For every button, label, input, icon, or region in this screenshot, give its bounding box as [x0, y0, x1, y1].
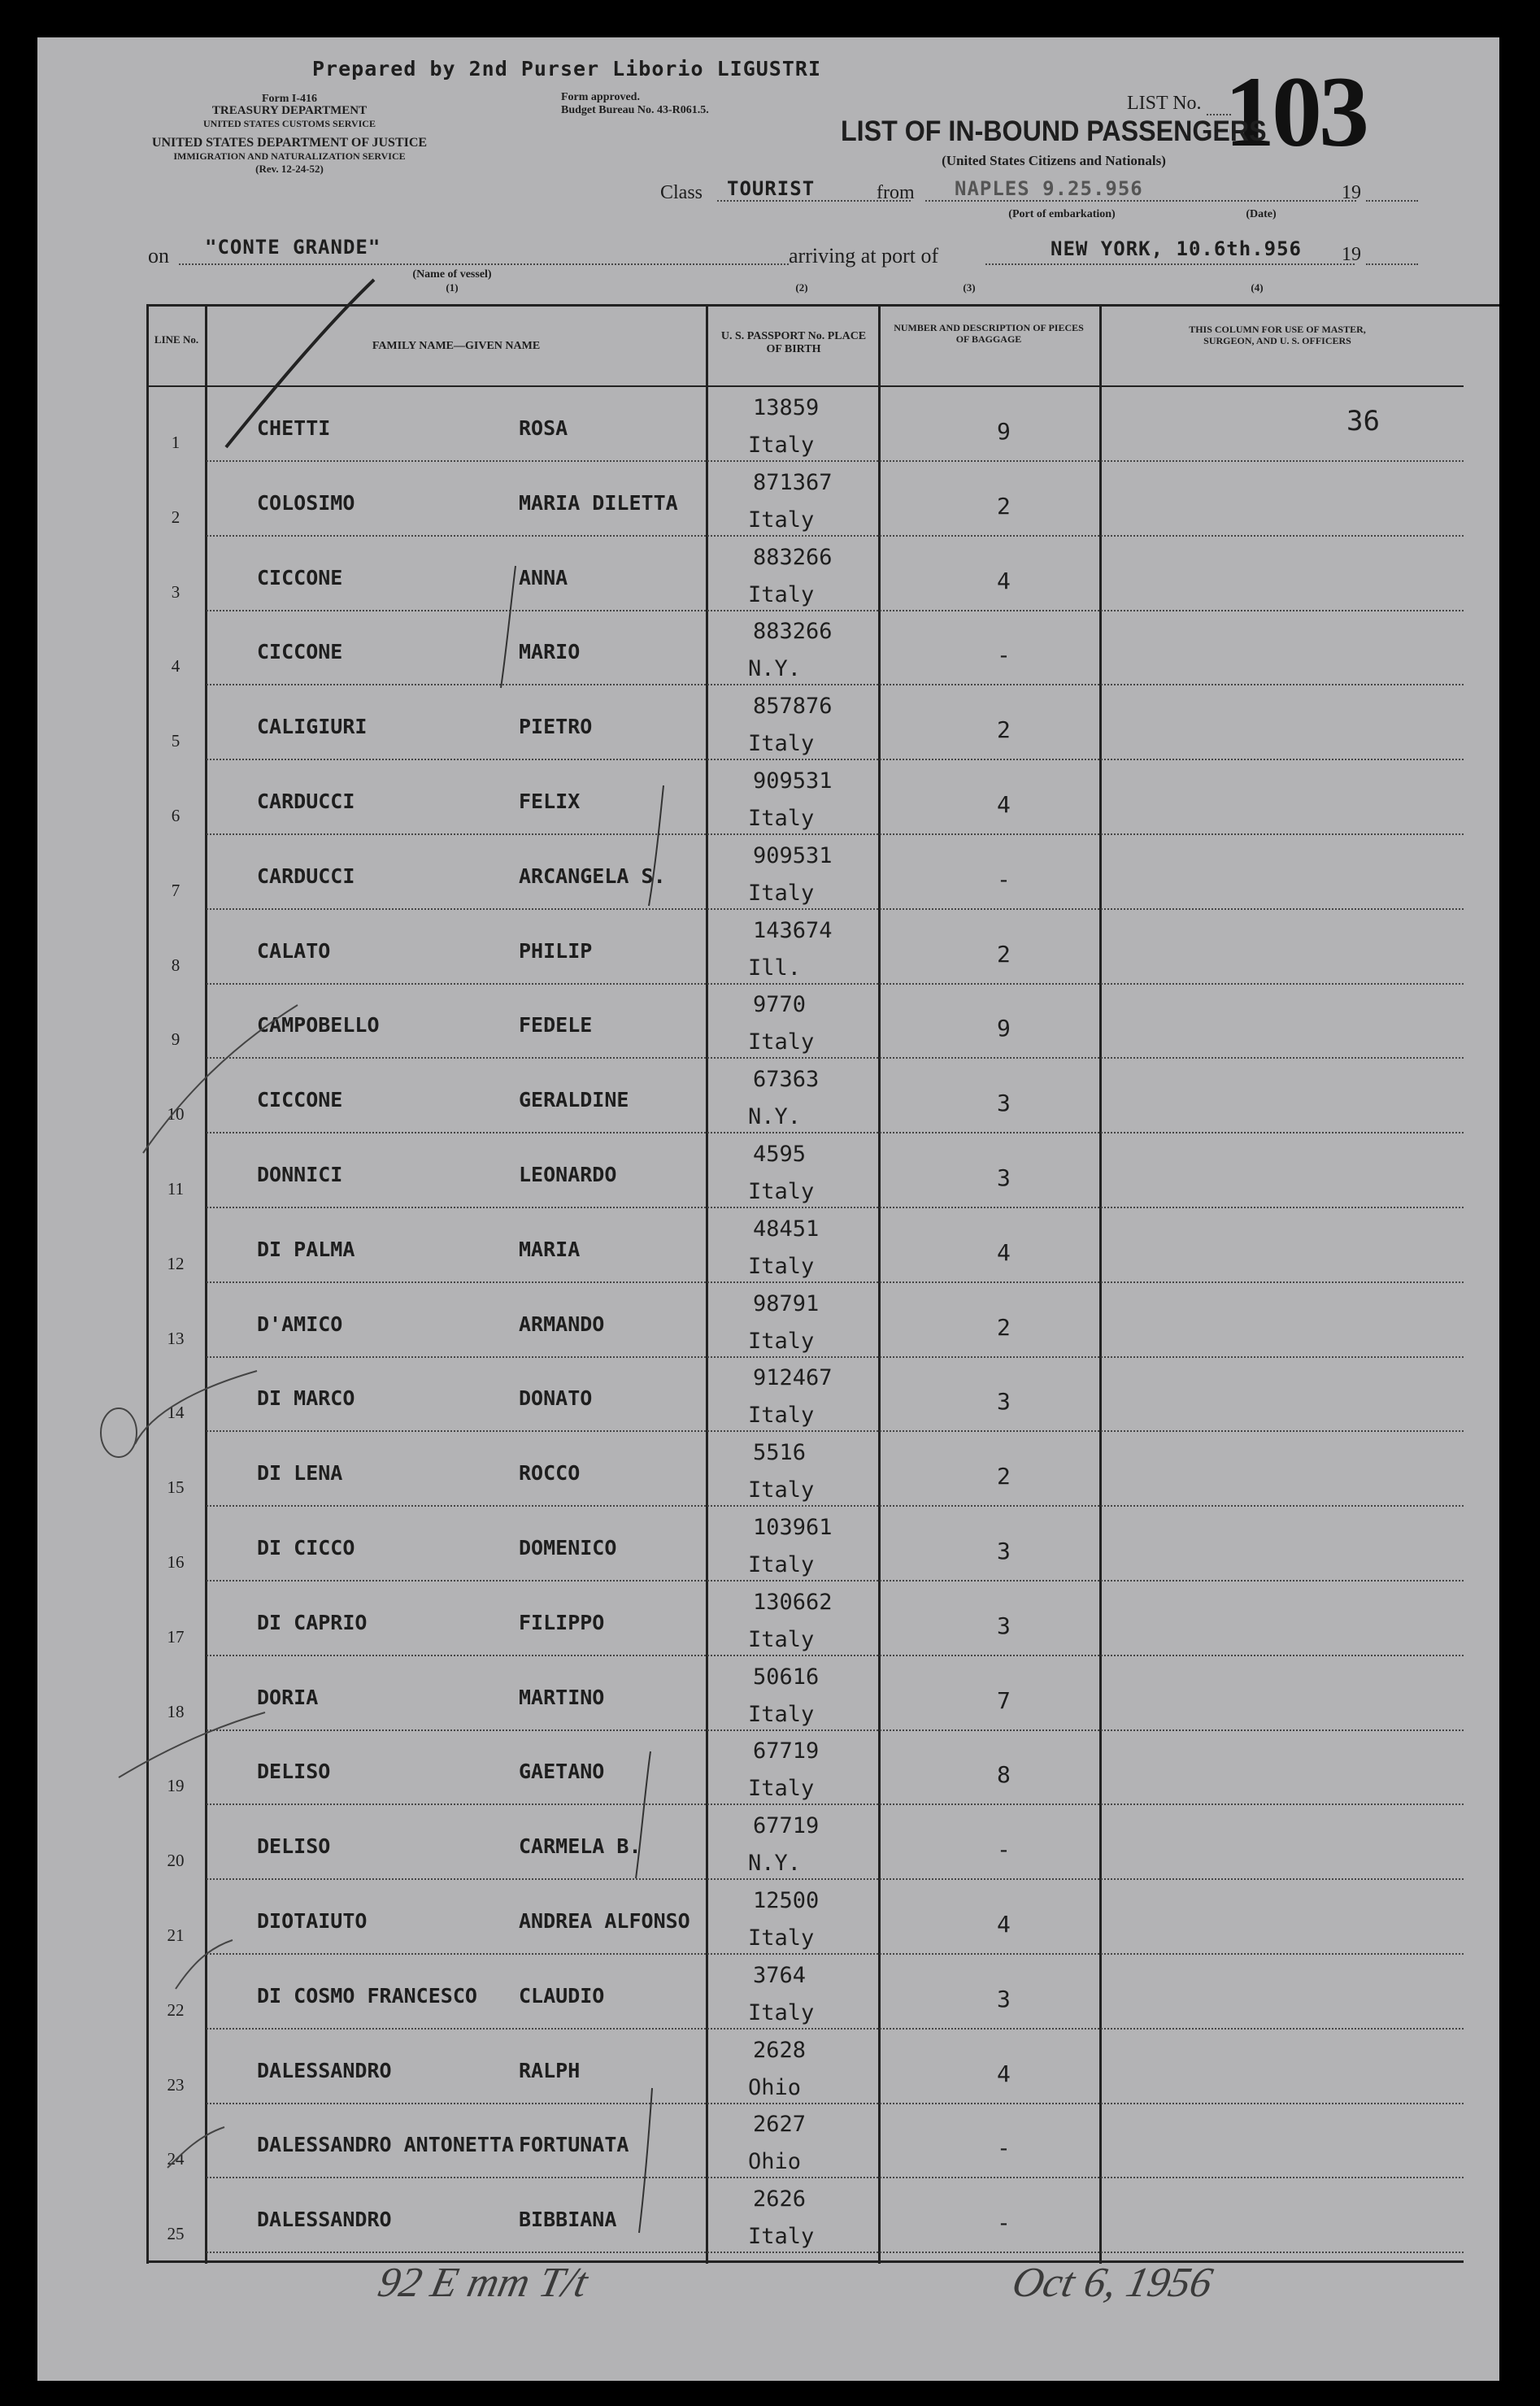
- form-number: Form I-416: [261, 93, 318, 105]
- class-value: TOURIST: [727, 177, 816, 200]
- passport-number: 98791: [753, 1291, 820, 1316]
- place-of-birth: Italy: [748, 1029, 815, 1055]
- baggage-count: 2: [997, 492, 1011, 520]
- given-name: CARMELA B.: [519, 1834, 642, 1858]
- year-label-2: 19: [1342, 244, 1361, 265]
- place-of-birth: Italy: [748, 432, 815, 458]
- passport-number: 9770: [753, 992, 807, 1017]
- place-of-birth: Italy: [748, 1477, 815, 1503]
- baggage-count: 4: [997, 1238, 1011, 1266]
- place-of-birth: Italy: [748, 1626, 815, 1652]
- vessel-caption: (Name of vessel): [412, 268, 492, 281]
- officer-note: 36: [1346, 404, 1380, 437]
- line-number: 11: [167, 1178, 185, 1199]
- place-of-birth: Ohio: [748, 2148, 802, 2174]
- given-name: DOMENICO: [519, 1535, 617, 1560]
- baggage-count: 4: [997, 567, 1011, 594]
- baggage-count: -: [997, 2134, 1011, 2161]
- arriving-label: arriving at port of: [789, 244, 939, 268]
- line-number: 24: [167, 2148, 185, 2169]
- on-label: on: [148, 244, 169, 268]
- passport-number: 13859: [753, 395, 820, 420]
- place-of-birth: Italy: [748, 1999, 815, 2025]
- baggage-count: 3: [997, 1537, 1011, 1564]
- passport-number: 2626: [753, 2186, 807, 2212]
- family-name: CICCONE: [257, 565, 343, 590]
- line-number: 21: [167, 1925, 185, 1945]
- given-name: BIBBIANA: [519, 2207, 617, 2231]
- handwritten-note: 92 E mm T/t: [373, 2260, 592, 2306]
- family-name: DELISO: [257, 1834, 331, 1858]
- col4-number: (4): [1251, 281, 1264, 294]
- family-name: CICCONE: [257, 1087, 343, 1112]
- baggage-count: -: [997, 2208, 1011, 2236]
- line-number: 5: [171, 730, 181, 751]
- budget-bureau: Budget Bureau No. 43-R061.5.: [561, 104, 709, 116]
- header-baggage: NUMBER AND DESCRIPTION OF PIECES OF BAGGAGE: [894, 322, 1084, 345]
- baggage-count: -: [997, 1835, 1011, 1863]
- line-number: 14: [167, 1402, 185, 1422]
- place-of-birth: Italy: [748, 2223, 815, 2249]
- baggage-count: 2: [997, 940, 1011, 968]
- given-name: MARIO: [519, 639, 581, 663]
- baggage-count: 3: [997, 1612, 1011, 1639]
- baggage-count: 7: [997, 1686, 1011, 1714]
- immigration-service: IMMIGRATION AND NATURALIZATION SERVICE: [173, 150, 406, 162]
- line-number: 8: [171, 955, 181, 975]
- family-name: DALESSANDRO: [257, 2058, 392, 2082]
- place-of-birth: Italy: [748, 1402, 815, 1428]
- given-name: GAETANO: [519, 1759, 605, 1783]
- place-of-birth: Italy: [748, 1775, 815, 1801]
- vessel-name: "CONTE GRANDE": [205, 236, 381, 259]
- passport-number: 883266: [753, 619, 833, 644]
- place-of-birth: Italy: [748, 1701, 815, 1727]
- given-name: MARIA: [519, 1237, 581, 1261]
- family-name: DI CAPRIO: [257, 1610, 368, 1634]
- justice-department: UNITED STATES DEPARTMENT OF JUSTICE: [151, 136, 428, 150]
- family-name: DELISO: [257, 1759, 331, 1783]
- given-name: FILIPPO: [519, 1610, 605, 1634]
- passport-number: 143674: [753, 918, 833, 943]
- form-approved: Form approved.: [561, 91, 640, 103]
- prepared-by: Prepared by 2nd Purser Liborio LIGUSTRI: [312, 57, 821, 80]
- line-number: 6: [171, 805, 181, 825]
- baggage-count: 3: [997, 1164, 1011, 1191]
- col3-number: (3): [963, 281, 976, 294]
- place-of-birth: N.Y.: [748, 1103, 802, 1129]
- family-name: CAMPOBELLO: [257, 1012, 380, 1037]
- passport-number: 5516: [753, 1440, 807, 1465]
- place-of-birth: Ill.: [748, 955, 802, 981]
- passport-number: 12500: [753, 1888, 820, 1913]
- header-name: FAMILY NAME—GIVEN NAME: [372, 340, 541, 352]
- passport-number: 103961: [753, 1515, 833, 1540]
- list-number: 103: [1225, 56, 1366, 168]
- from-value: NAPLES 9.25.956: [955, 177, 1143, 200]
- given-name: LEONARDO: [519, 1162, 617, 1186]
- list-subtitle: (United States Citizens and Nationals): [942, 153, 1166, 168]
- given-name: MARIA DILETTA: [519, 490, 678, 515]
- baggage-count: 9: [997, 417, 1011, 445]
- place-of-birth: Italy: [748, 730, 815, 756]
- revision-date: (Rev. 12-24-52): [255, 163, 324, 175]
- col2-number: (2): [795, 281, 808, 294]
- line-number: 23: [167, 2074, 185, 2095]
- line-number: 17: [167, 1626, 185, 1647]
- line-number: 12: [167, 1253, 185, 1273]
- line-number: 13: [167, 1328, 185, 1348]
- header-passport: U. S. PASSPORT No. PLACE OF BIRTH: [720, 330, 867, 355]
- baggage-count: 9: [997, 1014, 1011, 1042]
- passport-number: 50616: [753, 1664, 820, 1690]
- place-of-birth: N.Y.: [748, 1850, 802, 1876]
- line-number: 9: [171, 1029, 181, 1049]
- family-name: CARDUCCI: [257, 864, 355, 888]
- family-name: CHETTI: [257, 416, 331, 440]
- list-title: LIST OF IN-BOUND PASSENGERS: [841, 115, 1267, 147]
- family-name: DI LENA: [257, 1460, 343, 1485]
- handwritten-date: Oct 6, 1956: [1007, 2260, 1217, 2306]
- given-name: ANDREA ALFONSO: [519, 1908, 690, 1933]
- line-number: 10: [167, 1103, 185, 1124]
- baggage-count: 3: [997, 1387, 1011, 1415]
- given-name: ARCANGELA S.: [519, 864, 666, 888]
- passport-number: 2628: [753, 2038, 807, 2063]
- family-name: D'AMICO: [257, 1312, 343, 1336]
- line-number: 16: [167, 1551, 185, 1572]
- given-name: GERALDINE: [519, 1087, 629, 1112]
- passport-number: 2627: [753, 2112, 807, 2137]
- baggage-count: 4: [997, 1910, 1011, 1938]
- baggage-count: 3: [997, 1089, 1011, 1116]
- given-name: FELIX: [519, 789, 581, 813]
- given-name: FEDELE: [519, 1012, 593, 1037]
- given-name: FORTUNATA: [519, 2132, 629, 2156]
- document-page: [37, 37, 1499, 2381]
- treasury-department: TREASURY DEPARTMENT: [211, 104, 368, 117]
- line-number: 1: [171, 432, 181, 452]
- place-of-birth: Italy: [748, 805, 815, 831]
- family-name: COLOSIMO: [257, 490, 355, 515]
- place-of-birth: Italy: [748, 507, 815, 533]
- baggage-count: 8: [997, 1760, 1011, 1788]
- given-name: ARMANDO: [519, 1312, 605, 1336]
- given-name: ROSA: [519, 416, 568, 440]
- line-number: 18: [167, 1701, 185, 1721]
- family-name: DORIA: [257, 1685, 319, 1709]
- given-name: DONATO: [519, 1386, 593, 1410]
- baggage-count: 2: [997, 716, 1011, 743]
- place-of-birth: Italy: [748, 1551, 815, 1577]
- place-of-birth: Italy: [748, 1178, 815, 1204]
- passport-number: 48451: [753, 1216, 820, 1242]
- passport-number: 883266: [753, 545, 833, 570]
- line-number: 2: [171, 507, 181, 527]
- passport-number: 130662: [753, 1590, 833, 1615]
- passport-number: 909531: [753, 843, 833, 868]
- header-line-no: LINE No.: [154, 333, 199, 346]
- place-of-birth: Italy: [748, 581, 815, 607]
- given-name: ANNA: [519, 565, 568, 590]
- arrival-value: NEW YORK, 10.6th.956: [1051, 237, 1302, 260]
- baggage-count: 4: [997, 2060, 1011, 2087]
- line-number: 7: [171, 880, 181, 900]
- place-of-birth: Italy: [748, 1253, 815, 1279]
- year-label-1: 19: [1342, 182, 1361, 203]
- family-name: DI MARCO: [257, 1386, 355, 1410]
- date-caption: (Date): [1246, 208, 1277, 220]
- passport-number: 912467: [753, 1365, 833, 1390]
- baggage-count: 2: [997, 1313, 1011, 1341]
- header-officers: THIS COLUMN FOR USE OF MASTER, SURGEON, AND U. S. OFFICERS: [1189, 324, 1366, 346]
- baggage-count: 4: [997, 790, 1011, 818]
- family-name: CALATO: [257, 938, 331, 963]
- class-label: Class: [660, 182, 703, 203]
- family-name: DALESSANDRO: [257, 2207, 392, 2231]
- passport-number: 857876: [753, 694, 833, 719]
- passport-number: 3764: [753, 1963, 807, 1988]
- place-of-birth: Ohio: [748, 2074, 802, 2100]
- family-name: CARDUCCI: [257, 789, 355, 813]
- list-no-label: LIST No.: [1127, 93, 1202, 114]
- line-number: 20: [167, 1850, 185, 1870]
- line-number: 25: [167, 2223, 185, 2243]
- check-marks: [37, 37, 1499, 2381]
- given-name: ROCCO: [519, 1460, 581, 1485]
- given-name: PHILIP: [519, 938, 593, 963]
- baggage-count: -: [997, 641, 1011, 668]
- family-name: DIOTAIUTO: [257, 1908, 368, 1933]
- passport-number: 871367: [753, 470, 833, 495]
- place-of-birth: Italy: [748, 880, 815, 906]
- passport-number: 4595: [753, 1142, 807, 1167]
- given-name: RALPH: [519, 2058, 581, 2082]
- line-number: 4: [171, 655, 181, 676]
- passport-number: 67719: [753, 1738, 820, 1764]
- line-number: 22: [167, 1999, 185, 2020]
- family-name: DI PALMA: [257, 1237, 355, 1261]
- line-number: 15: [167, 1477, 185, 1497]
- customs-service: UNITED STATES CUSTOMS SERVICE: [203, 118, 376, 129]
- family-name: DALESSANDRO ANTONETTA: [257, 2132, 515, 2156]
- col1-number: (1): [446, 281, 459, 294]
- given-name: CLAUDIO: [519, 1983, 605, 2008]
- place-of-birth: Italy: [748, 1328, 815, 1354]
- baggage-count: -: [997, 865, 1011, 893]
- passport-number: 909531: [753, 768, 833, 794]
- port-caption: (Port of embarkation): [1008, 208, 1116, 220]
- family-name: DI COSMO FRANCESCO: [257, 1983, 477, 2008]
- place-of-birth: Italy: [748, 1925, 815, 1951]
- family-name: CICCONE: [257, 639, 343, 663]
- line-number: 19: [167, 1775, 185, 1795]
- family-name: DONNICI: [257, 1162, 343, 1186]
- baggage-count: 2: [997, 1462, 1011, 1490]
- passport-number: 67363: [753, 1067, 820, 1092]
- family-name: CALIGIURI: [257, 714, 368, 738]
- baggage-count: 3: [997, 1985, 1011, 2012]
- from-label: from: [877, 182, 915, 203]
- line-number: 3: [171, 581, 181, 602]
- place-of-birth: N.Y.: [748, 655, 802, 681]
- family-name: DI CICCO: [257, 1535, 355, 1560]
- given-name: PIETRO: [519, 714, 593, 738]
- passport-number: 67719: [753, 1813, 820, 1838]
- given-name: MARTINO: [519, 1685, 605, 1709]
